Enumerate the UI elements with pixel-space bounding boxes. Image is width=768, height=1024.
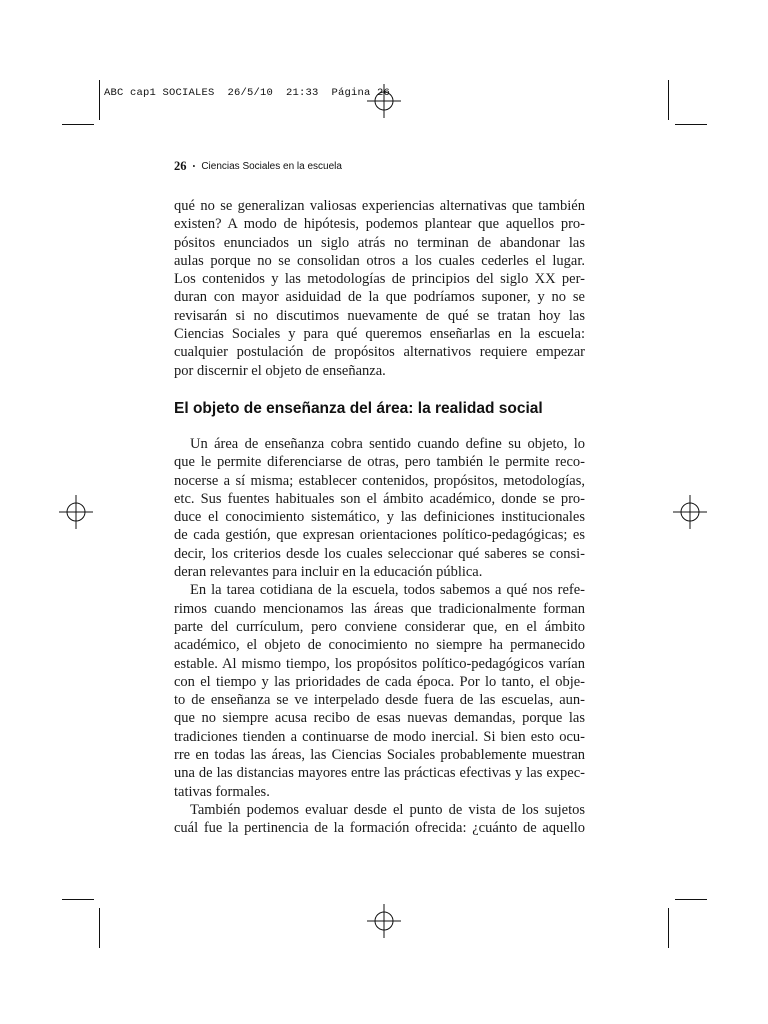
text-line: revisarán si no discutimos nuevamente de qué se tratan hoy las <box>174 307 585 324</box>
text-line: de cada gestión, que expresan orientaciones político-pedagógicas; es <box>174 527 585 544</box>
book-title: Ciencias Sociales en la escuela <box>201 161 342 172</box>
text-line: que le permite diferenciarse de otras, pero también le permite reco- <box>174 454 585 471</box>
crop-mark-top-left-horizontal <box>62 124 94 125</box>
text-line: cualquier postulación de propósitos alternativos requiere empezar <box>174 344 585 361</box>
text-line: académico, el objeto de conocimiento no siempre ha permanecido <box>174 637 585 654</box>
page-number: 26 <box>174 159 187 173</box>
paragraph-2 <box>174 435 585 581</box>
crop-mark-bottom-right-horizontal <box>675 899 707 900</box>
text-line: nocerse a sí misma; establecer contenidos, propósitos, metodologías, <box>174 472 585 489</box>
crop-mark-bottom-left-vertical <box>99 908 100 948</box>
crop-mark-top-right-horizontal <box>675 124 707 125</box>
running-head <box>174 159 342 174</box>
text-line: parte del currículum, pero conviene considerar que, en el ámbito <box>174 618 585 635</box>
text-line: tradiciones tienden a continuarse de modo inercial. Si bien esto ocu- <box>174 728 585 745</box>
text-line: qué no se generalizan valiosas experiencias alternativas que también <box>174 198 585 214</box>
body-text <box>174 197 585 838</box>
printer-slug: ABC cap1 SOCIALES 26/5/10 21:33 Página 26 <box>104 87 391 99</box>
text-line: por discernir el objeto de enseñanza. <box>174 362 386 379</box>
text-line: con el tiempo y las prioridades de cada época. Por lo tanto, el obje- <box>174 673 585 690</box>
text-line: Ciencias Sociales y para qué queremos enseñarlas en la escuela: <box>174 326 585 343</box>
registration-mark-left <box>59 495 93 529</box>
text-line: Un área de enseñanza cobra sentido cuando define su objeto, lo <box>190 435 585 452</box>
section-heading: El objeto de enseñanza del área: la realidad social <box>174 399 543 417</box>
text-line: una de las distancias mayores entre las prácticas efectivas y las expec- <box>174 765 585 782</box>
crop-mark-bottom-right-vertical <box>668 908 669 948</box>
registration-mark-top <box>367 84 401 118</box>
text-line: existen? A modo de hipótesis, podemos plantear que aquellos pro- <box>174 216 585 233</box>
text-line: tativas formales. <box>174 783 270 800</box>
text-line: También podemos evaluar desde el punto de vista de los sujetos <box>190 801 585 818</box>
text-line: rimos cuando mencionamos las áreas que tradicionalmente forman <box>174 600 585 617</box>
text-line: rre en todas las áreas, las Ciencias Sociales probablemente muestran <box>174 747 585 764</box>
paragraph-4 <box>174 801 585 838</box>
text-line: que no siempre acusa recibo de esas nuevas demandas, porque las <box>174 710 585 727</box>
text-line: decir, los criterios desde los cuales seleccionar qué saberes se consi- <box>174 545 585 562</box>
text-line: En la tarea cotidiana de la escuela, todos sabemos a qué nos refe- <box>190 582 585 599</box>
text-line: to de enseñanza se ve interpelado desde fuera de las escuelas, aun- <box>174 692 585 709</box>
text-line: duran con mayor asiduidad de la que podríamos suponer, y no se <box>174 289 585 306</box>
text-line: pósitos enunciados un siglo atrás no terminan de abandonar las <box>174 234 585 251</box>
registration-mark-bottom <box>367 904 401 938</box>
text-line: Los contenidos y las metodologías de principios del siglo XX per- <box>174 271 585 288</box>
text-line: cuál fue la pertinencia de la formación ofrecida: ¿cuánto de aquello <box>174 820 585 837</box>
crop-mark-top-left-vertical <box>99 80 100 120</box>
text-line: deran relevantes para incluir en la educación pública. <box>174 564 483 581</box>
text-line: aulas porque no se consolidan otros a los cuales cederles el lugar. <box>174 252 585 269</box>
text-line: etc. Sus fuentes habituales son el ámbito académico, donde se pro- <box>174 490 585 507</box>
crop-mark-bottom-left-horizontal <box>62 899 94 900</box>
crop-mark-top-right-vertical <box>668 80 669 120</box>
text-line: duce el conocimiento sistemático, y las definiciones institucionales <box>174 509 585 526</box>
paragraph-3 <box>174 581 585 801</box>
bullet-separator: • <box>192 162 196 171</box>
registration-mark-right <box>673 495 707 529</box>
text-line: estable. Al mismo tiempo, los propósitos político-pedagógicos varían <box>174 655 585 672</box>
paragraph-1 <box>174 197 585 380</box>
